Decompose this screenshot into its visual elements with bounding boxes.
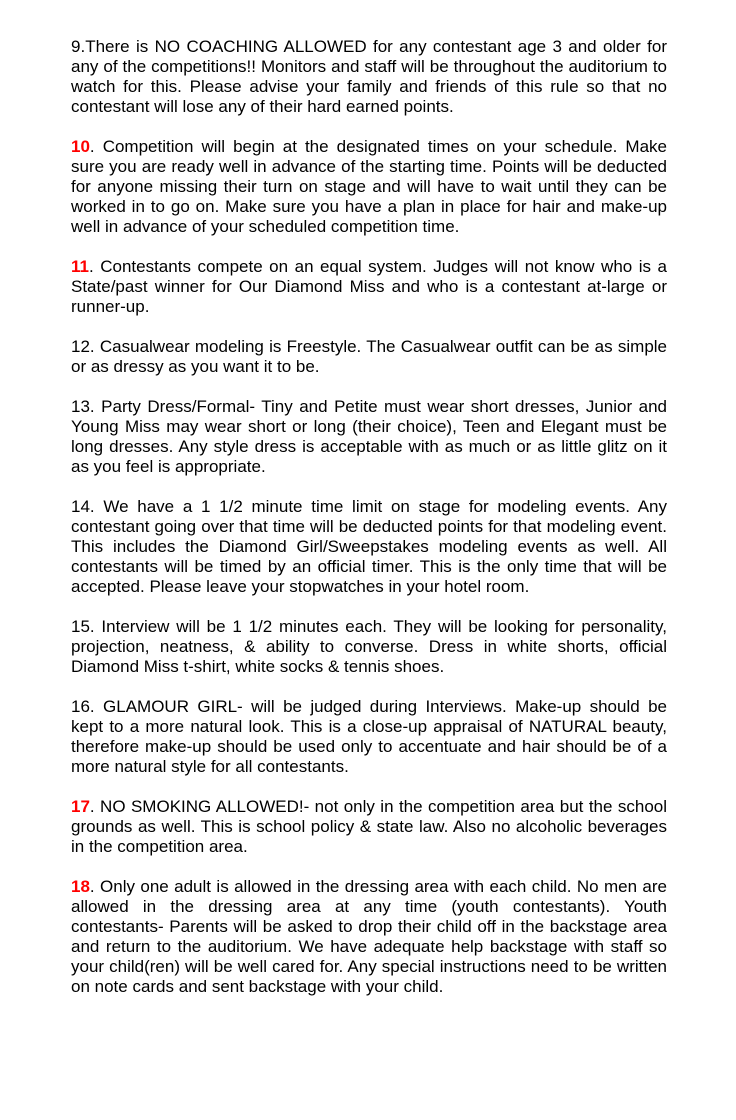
rule-12 <box>71 337 667 377</box>
rule-14 <box>71 497 667 597</box>
rule-11 <box>71 257 667 317</box>
rule-text: . NO SMOKING ALLOWED!- not only in the competition area but the school grounds as well. This is school policy & state law. Also no alcoholic beverages in the competition area. <box>71 797 667 856</box>
rule-number: 16 <box>71 697 90 716</box>
rule-17 <box>71 797 667 857</box>
rule-number: 17 <box>71 797 90 816</box>
rule-18 <box>71 877 667 997</box>
rule-number: 11 <box>71 257 89 276</box>
rule-text: . We have a 1 1/2 minute time limit on stage for modeling events. Any contestant going over that time will be deducted points for that modeling event. This includes the Diamond Girl/Sweepstakes modeling events as well. All contestants will be timed by an official timer. This is the only time that will be accepted. Please leave your stopwatches in your hotel room. <box>71 497 667 596</box>
rule-10 <box>71 137 667 237</box>
rule-number: 14 <box>71 497 90 516</box>
rule-text: . Interview will be 1 1/2 minutes each. They will be looking for personality, projection, neatness, & ability to converse. Dress in white shorts, official Diamond Miss t-shirt, white socks & tennis shoes. <box>71 617 667 676</box>
rules-document <box>71 37 667 1017</box>
rule-number: 13 <box>71 397 90 416</box>
rule-text: . Casualwear modeling is Freestyle. The Casualwear outfit can be as simple or as dressy as you want it to be. <box>71 337 667 376</box>
rule-number: 15 <box>71 617 90 636</box>
rule-number: 18 <box>71 877 90 896</box>
rule-text: . Only one adult is allowed in the dressing area with each child. No men are allowed in the dressing area at any time (youth contestants). Youth contestants- Parents will be asked to drop their child off in the backstage area and return to the auditorium. We have adequate help backstage with staff so your child(ren) will be well cared for. Any special instructions need to be written on note cards and sent backstage with your child. <box>71 877 667 996</box>
rule-9 <box>71 37 667 117</box>
rule-text: . Party Dress/Formal- Tiny and Petite must wear short dresses, Junior and Young Miss may wear short or long (their choice), Teen and Elegant must be long dresses. Any style dress is acceptable with as much or as little glitz on it as you feel is appropriate. <box>71 397 667 476</box>
rule-15 <box>71 617 667 677</box>
rule-number: 9 <box>71 37 81 56</box>
rule-text: . Contestants compete on an equal system. Judges will not know who is a State/past winner for Our Diamond Miss and who is a contestant at-large or runner-up. <box>71 257 667 316</box>
rule-number: 12 <box>71 337 90 356</box>
rule-text: . GLAMOUR GIRL- will be judged during Interviews. Make-up should be kept to a more natural look. This is a close-up appraisal of NATURAL beauty, therefore make-up should be used only to accentuate and hair should be of a more natural style for all contestants. <box>71 697 667 776</box>
rule-text: .There is NO COACHING ALLOWED for any contestant age 3 and older for any of the competitions!! Monitors and staff will be throughout the auditorium to watch for this. Please advise your family and friends of this rule so that no contestant will lose any of their hard earned points. <box>71 37 667 116</box>
rule-13 <box>71 397 667 477</box>
rule-text: . Competition will begin at the designated times on your schedule. Make sure you are ready well in advance of the starting time. Points will be deducted for anyone missing their turn on stage and will have to wait until they can be worked in to go on. Make sure you have a plan in place for hair and make-up well in advance of your scheduled competition time. <box>71 137 667 236</box>
rule-16 <box>71 697 667 777</box>
rule-number: 10 <box>71 137 90 156</box>
